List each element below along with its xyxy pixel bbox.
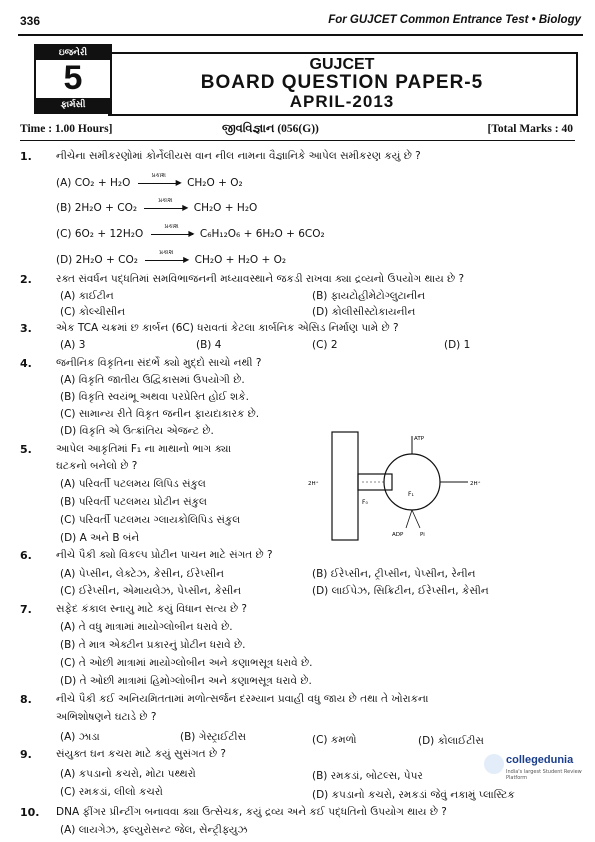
answer-option: (A) કપડાનો કચરો, મોટા પથ્થરો	[60, 768, 196, 780]
h-ion-right-label: 2H⁺	[470, 481, 481, 487]
equation-reactants: (A) CO₂ + H₂O	[56, 177, 131, 189]
badge-top-label: ઇજનેરી	[36, 46, 110, 60]
question-number: 9.	[20, 748, 32, 761]
answer-option: (A) પરિવર્તી પટલમય લિપિડ સંકુલ	[60, 478, 206, 490]
question-number: 7.	[20, 603, 32, 616]
answer-option: (B) પરિવર્તી પટલમય પ્રોટીન સંકુલ	[60, 496, 207, 508]
paper-title-box	[108, 52, 578, 116]
f0-label: F₀	[362, 499, 368, 506]
equation-reactants: (D) 2H₂O + CO₂	[56, 254, 138, 266]
answer-option: (A) 3	[60, 339, 86, 351]
answer-option: (A) તે વધુ માત્રામાં માયોગ્લોબીન ધરાવે છે.	[60, 621, 233, 633]
answer-option: (D) A અને B બંને	[60, 532, 140, 544]
answer-option: (D) વિકૃતિ એ ઉત્ક્રાંતિય એજન્ટ છે.	[60, 425, 214, 437]
answer-option: (A) પેપ્સીન, લેક્ટેઝ, કેસીન, ઈરેપ્સીન	[60, 568, 224, 580]
badge-number: 5	[63, 59, 83, 97]
question-text: DNA ફીંગર પ્રીન્ટીંગ બનાવવા ક્યા ઉત્સેચક, કયું દ્રવ્ય અને કઈ પદ્ધતિનો ઉપયોગ થાય છે ?	[56, 806, 447, 818]
answer-option: (D) લાઈપેઝ, સિક્રિટીન, ઈરેપ્સીન, કેસીન	[312, 585, 489, 597]
answer-option: (C) ઈરેપ્સીન, એમાયલેઝ, પેપ્સીન, કેસીન	[60, 585, 242, 597]
subject-label: જીવવિજ્ઞાન (056(G))	[222, 123, 319, 135]
question-number: 5.	[20, 443, 32, 456]
h-ion-left-label: 2H⁺	[308, 481, 319, 487]
question-text-cont: ઘટકનો બનેલો છે ?	[56, 460, 138, 472]
reaction-arrow-icon: પ્રકાશ ▶	[145, 255, 187, 265]
atp-label: ATP	[414, 436, 425, 442]
answer-option: (D) કોલાઈટીસ	[418, 735, 484, 747]
question-text: નીચે પૈકી કઈ અનિયમિતતામાં મળોત્સર્જન દરમ્યાન પ્રવાહી વધુ જાય છે તથા તે ખોરાકના	[56, 693, 429, 705]
answer-option: (B) વિકૃતિ સ્વયંભૂ અથવા પરપ્રેરિત હોઈ શકે.	[60, 391, 249, 403]
answer-option: (B) ફાયટોહીમેટોગ્લુટાનીન	[312, 290, 426, 302]
meta-rule	[20, 140, 575, 141]
question-text: નીચે પૈકી ક્યો વિકલ્પ પ્રોટીન પાચન માટે સંગત છે ?	[56, 549, 273, 561]
equation-products: CH₂O + H₂O	[193, 202, 258, 214]
equation-products: CH₂O + H₂O + O₂	[194, 254, 287, 266]
question-text: રક્ત સંવર્ધન પદ્ધતિમાં સમવિભાજનની મધ્યાવસ્થાને જકડી રાખવા ક્યા દ્રવ્યનો ઉપયોગ થાય છે ?	[56, 273, 465, 285]
book-title: For GUJCET Common Entrance Test • Biology	[328, 14, 581, 26]
equation-products: CH₂O + O₂	[187, 177, 243, 189]
question-number: 2.	[20, 273, 32, 286]
answer-option: (A) કાઈટીન	[60, 290, 114, 302]
equation-option	[56, 249, 287, 266]
question-text-cont: અભિશોષણને ઘટાડે છે ?	[56, 711, 157, 723]
answer-option: (C) સામાન્ય રીતે વિકૃત જનીન ફાયદાકારક છે.	[60, 408, 260, 420]
question-number: 6.	[20, 549, 32, 562]
answer-option: (D) તે ઓછી માત્રામાં હિમોગ્લોબીન અને કણાભસૂત્ર ધરાવે છે.	[60, 675, 312, 687]
logo-name: collegedunia	[506, 754, 574, 766]
answer-option: (C) તે ઓછી માત્રામાં માયોગ્લોબીન અને કણાભસૂત્ર ધરાવે છે.	[60, 657, 313, 669]
equation-option	[56, 172, 243, 189]
reaction-arrow-icon: પ્રકાશ ▶	[144, 203, 186, 213]
answer-option: (A) ઝાડા	[60, 731, 100, 743]
equation-option	[56, 197, 258, 214]
question-number: 8.	[20, 693, 32, 706]
answer-option: (B) ગેસ્ટ્રાઈટીસ	[180, 731, 247, 743]
question-number: 4.	[20, 357, 32, 370]
answer-option: (C) 2	[312, 339, 338, 351]
answer-option: (D) કપડાનો કચરો, રમકડાં જેવું નકામું પ્લાસ્ટિક	[312, 789, 515, 801]
equation-option	[56, 223, 325, 240]
reaction-arrow-icon: પ્રકાશ ▶	[138, 178, 180, 188]
f1-label: F₁	[408, 491, 414, 498]
logo-tagline: India's largest Student Review Platform	[506, 769, 582, 781]
reaction-arrow-icon: પ્રકાશ ▶	[151, 229, 193, 239]
answer-option: (B) તે માત્ર એક્ટીન પ્રકારનું પ્રોટીન ધરાવે છે.	[60, 639, 246, 651]
answer-option: (C) પરિવર્તી પટલમય ગ્લાયકોલિપિડ સંકુલ	[60, 514, 241, 526]
atp-synthase-diagram	[308, 430, 560, 542]
answer-option: (A) વિકૃતિ જાતીય ઉદ્વિકાસમાં ઉપયોગી છે.	[60, 374, 245, 386]
question-number: 3.	[20, 322, 32, 335]
question-text: નીચેના સમીકરણોમાં કોર્નેલીયસ વાન નીલ નામના વૈજ્ઞાનિકે આપેલ સમીકરણ કયું છે ?	[56, 150, 421, 162]
answer-option: (B) 4	[196, 339, 222, 351]
answer-option: (D) 1	[444, 339, 471, 351]
collegedunia-logo	[482, 752, 590, 782]
equation-reactants: (B) 2H₂O + CO₂	[56, 202, 138, 214]
answer-option: (C) રમકડાં, લીલો કચરો	[60, 786, 163, 798]
paper-date: APRIL-2013	[289, 92, 395, 111]
paper-badge	[34, 44, 112, 114]
page-number: 336	[20, 14, 41, 28]
answer-option: (C) કોલ્ચીસીન	[60, 306, 126, 318]
question-text: સફેદ કંકાલ સ્નાયુ માટે કયું વિધાન સત્ય છે ?	[56, 603, 248, 615]
question-text: આપેલ આકૃતિમાં F₁ ના માથાનો ભાગ ક્યા	[56, 443, 232, 455]
question-text: સંયુક્ત ઘન કચરા માટે કયું સુસંગત છે ?	[56, 748, 226, 760]
question-text: એક TCA ચક્રમાં છ કાર્બન (6C) ધરાવતાં કેટલા કાર્બનિક એસિડ નિર્માણ પામે છે ?	[56, 322, 399, 334]
answer-option: (C) કમળો	[312, 734, 357, 746]
marks-label: [Total Marks : 40	[487, 123, 573, 135]
question-number: 10.	[20, 806, 40, 819]
badge-bottom-label: ફાર્મસી	[36, 98, 110, 112]
answer-option: (A) લાયગેઝ, ફ્લ્યુરોસન્ટ જેલ, સેન્ટ્રીફ્યુઝ	[60, 824, 248, 836]
equation-reactants: (C) 6O₂ + 12H₂O	[56, 228, 144, 240]
header-rule	[18, 34, 583, 36]
answer-option: (D) કોલીસીસ્ટોકાયનીન	[312, 306, 416, 318]
paper-title: BOARD QUESTION PAPER-5	[200, 72, 484, 93]
adp-label: ADP	[392, 532, 404, 538]
pi-label: Pi	[420, 532, 425, 538]
logo-icon	[484, 754, 504, 774]
question-number: 1.	[20, 150, 32, 163]
time-label: Time : 1.00 Hours]	[20, 123, 113, 135]
equation-products: C₆H₁₂O₆ + 6H₂O + 6CO₂	[199, 228, 325, 240]
answer-option: (B) ઈરેપ્સીન, ટ્રીપ્સીન, પેપ્સીન, રેનીન	[312, 568, 476, 580]
answer-option: (B) રમકડાં, બોટલ્સ, પેપર	[312, 770, 423, 782]
question-text: જનીનિક વિકૃતિના સંદર્ભે ક્યો મુદ્દો સાચો નથી ?	[56, 357, 262, 369]
exam-name: GUJCET	[309, 56, 375, 73]
